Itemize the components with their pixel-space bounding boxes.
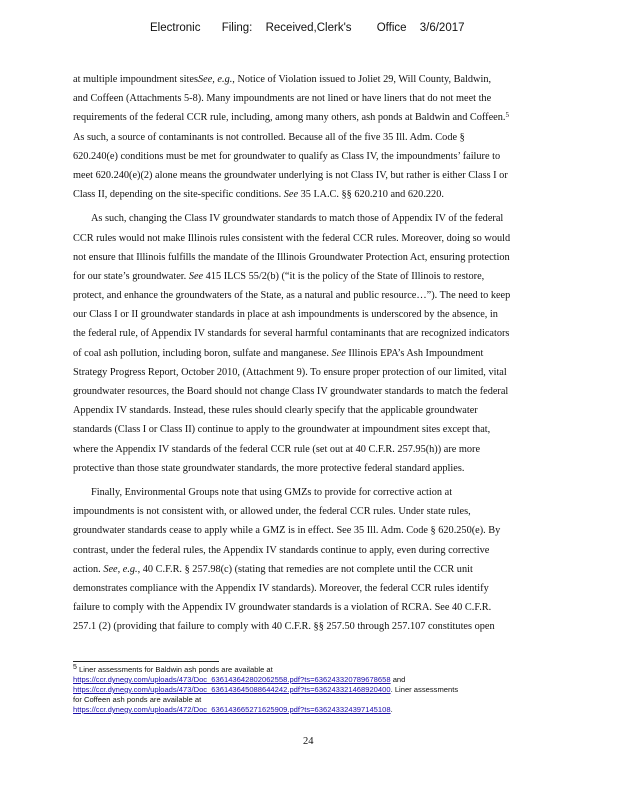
text-segment: the federal rule, of Appendix IV standards for several harmful contaminants that are recognized indicators (73, 328, 510, 340)
text-segment: meet 620.240(e)(2) alone means the groundwater underlying is not Class IV, but rather is either Class I or (73, 169, 508, 181)
header-office: Office (376, 22, 407, 34)
footnote-intro: Liner assessments for Baldwin ash ponds are available at (76, 665, 273, 674)
text-line (73, 579, 551, 598)
text-segment: for our state’s groundwater. (73, 270, 189, 282)
text-segment: See (283, 189, 299, 201)
text-line (73, 286, 551, 305)
text-line (73, 229, 551, 248)
body-text (73, 70, 551, 636)
footnote-divider (73, 661, 219, 662)
text-line (73, 267, 551, 286)
footnote-reference: 5 (505, 111, 509, 120)
text-segment: failure to comply with the Appendix IV groundwater standards is a violation of RCRA. See 40 C.F.R. (73, 602, 492, 614)
text-line (73, 363, 551, 382)
header-received-clerks: Received,Clerk's (265, 22, 352, 34)
text-line (73, 440, 551, 459)
text-segment: Appendix IV standards. Instead, these rules should clearly specify that the applicable groundwater (73, 405, 478, 417)
text-segment: protective than those state groundwater standards, the more protective federal standard applies. (73, 462, 465, 474)
footnote-link-baldwin-2[interactable]: https://ccr.dynegy.com/uploads/473/Doc_636143645088644242.pdf?ts=636243321468920400 (73, 685, 391, 694)
header-filing: Filing: (221, 22, 253, 34)
filing-header (150, 22, 465, 34)
text-segment: As such, changing the Class IV groundwater standards to match those of Appendix IV of the federal (91, 213, 504, 225)
text-line (73, 560, 551, 579)
text-segment: 35 I.A.C. §§ 620.210 and 620.220. (298, 189, 444, 201)
text-segment: requirements of the federal CCR rule, including, among many others, ash ponds at Baldwin and Coffeen. (73, 112, 506, 124)
text-segment: groundwater standards cease to apply while a GMZ is in effect. See 35 Ill. Adm. Code § 620.250(e). By (73, 525, 501, 537)
text-segment: our Class I or II groundwater standards in place at ash impoundments is underscored by the absence, in (73, 309, 498, 321)
text-line (73, 70, 551, 89)
text-line (73, 401, 551, 420)
text-line (73, 209, 551, 228)
text-line (73, 382, 551, 401)
paragraph-1 (73, 70, 551, 204)
text-segment: not ensure that Illinois fulfills the mandate of the Illinois Groundwater Protection Act, ensuring protection (73, 251, 510, 263)
footnote-link-baldwin-1[interactable]: https://ccr.dynegy.com/uploads/473/Doc_636143642802062558.pdf?ts=636243320789678658 (73, 675, 391, 684)
text-segment: See (331, 347, 346, 359)
text-segment: See, e.g. (103, 563, 138, 575)
text-line (73, 324, 551, 343)
text-line (73, 617, 551, 636)
footnote-liner-assessments: . Liner assessments (390, 685, 459, 694)
text-line (73, 483, 551, 502)
text-segment: demonstrates compliance with the Appendix IV standards). Moreover, the federal CCR rules identify (73, 582, 489, 594)
text-line (73, 166, 551, 185)
text-segment: , 40 C.F.R. § 257.98(c) (stating that remedies are not complete until the CCR unit (137, 563, 473, 575)
text-segment: 415 ILCS 55/2(b) (“it is the policy of the State of Illinois to restore, (203, 270, 485, 282)
text-segment: 620.240(e) conditions must be met for groundwater to qualify as Class IV, the impoundments’ failure to (73, 150, 501, 162)
paragraph-2 (73, 209, 551, 478)
text-segment: Strategy Progress Report, October 2010, (Attachment 9). To ensure proper protection of our limited, vital (73, 366, 507, 378)
text-line (73, 248, 551, 267)
text-line (73, 108, 551, 127)
footnote-5 (73, 665, 563, 715)
footnote-end: . (390, 705, 393, 714)
paragraph-3 (73, 483, 551, 637)
text-line (73, 598, 551, 617)
page-number: 24 (303, 736, 314, 747)
text-segment: protect, and enhance the groundwaters of the State, as a natural and public resource…”). The need to keep (73, 290, 511, 302)
footnote-and: and (390, 675, 406, 684)
text-line (73, 89, 551, 108)
text-segment: of coal ash pollution, including boron, sulfate and manganese. (73, 347, 332, 359)
text-line (73, 305, 551, 324)
text-line (73, 185, 551, 204)
text-line (73, 541, 551, 560)
text-segment: standards (Class I or Class II) continue to apply to the groundwater at impoundment sites except that, (73, 424, 491, 436)
text-line (73, 459, 551, 478)
text-segment: impoundments is not consistent with, or allowed under, the federal CCR rules. Under state rules, (73, 506, 471, 518)
footnote-marker: 5 (73, 664, 77, 671)
text-segment: As such, a source of contaminants is not controlled. Because all of the five 35 Ill. Adm. Code § (73, 131, 465, 143)
text-segment: CCR rules would not make Illinois rules consistent with the federal CCR rules. Moreover, doing so would (73, 232, 511, 244)
header-date: 3/6/2017 (419, 22, 465, 34)
footnote-coffeen-intro: for Coffeen ash ponds are available at (73, 695, 202, 704)
text-line (73, 344, 551, 363)
text-segment: 257.1 (2) (providing that failure to comply with 40 C.F.R. §§ 257.50 through 257.107 constitutes open (73, 621, 495, 633)
text-segment: where the Appendix IV standards of the federal CCR rule (set out at 40 C.F.R. 257.95(h)) are more (73, 443, 481, 455)
text-segment: See, e.g. (197, 74, 233, 85)
text-segment: contrast, under the federal rules, the Appendix IV standards continue to apply, even during corrective (73, 544, 490, 556)
text-segment: Class II, depending on the site-specific conditions. (73, 189, 284, 201)
text-segment: Illinois EPA’s Ash Impoundment (345, 347, 484, 359)
text-line (73, 420, 551, 439)
text-segment: and Coffeen (Attachments 5-8). Many impoundments are not lined or have liners that do not meet the (73, 93, 492, 105)
text-line (73, 128, 551, 147)
text-segment: See (188, 270, 204, 282)
text-segment: , Notice of Violation issued to Joliet 29, Will County, Baldwin, (232, 74, 492, 85)
footnote-link-coffeen[interactable]: https://ccr.dynegy.com/uploads/472/Doc_636143665271625909.pdf?ts=636243324397145108 (73, 705, 391, 714)
text-segment: at multiple impoundment sites (73, 74, 198, 85)
text-line (73, 521, 551, 540)
text-line (73, 147, 551, 166)
text-line (73, 502, 551, 521)
text-segment: action. (73, 563, 104, 575)
header-electronic: Electronic (150, 22, 201, 34)
text-segment: groundwater resources, the Board should not change Class IV groundwater standards to match the federal (73, 386, 509, 397)
text-segment: Finally, Environmental Groups note that using GMZs to provide for corrective action at (91, 486, 453, 498)
